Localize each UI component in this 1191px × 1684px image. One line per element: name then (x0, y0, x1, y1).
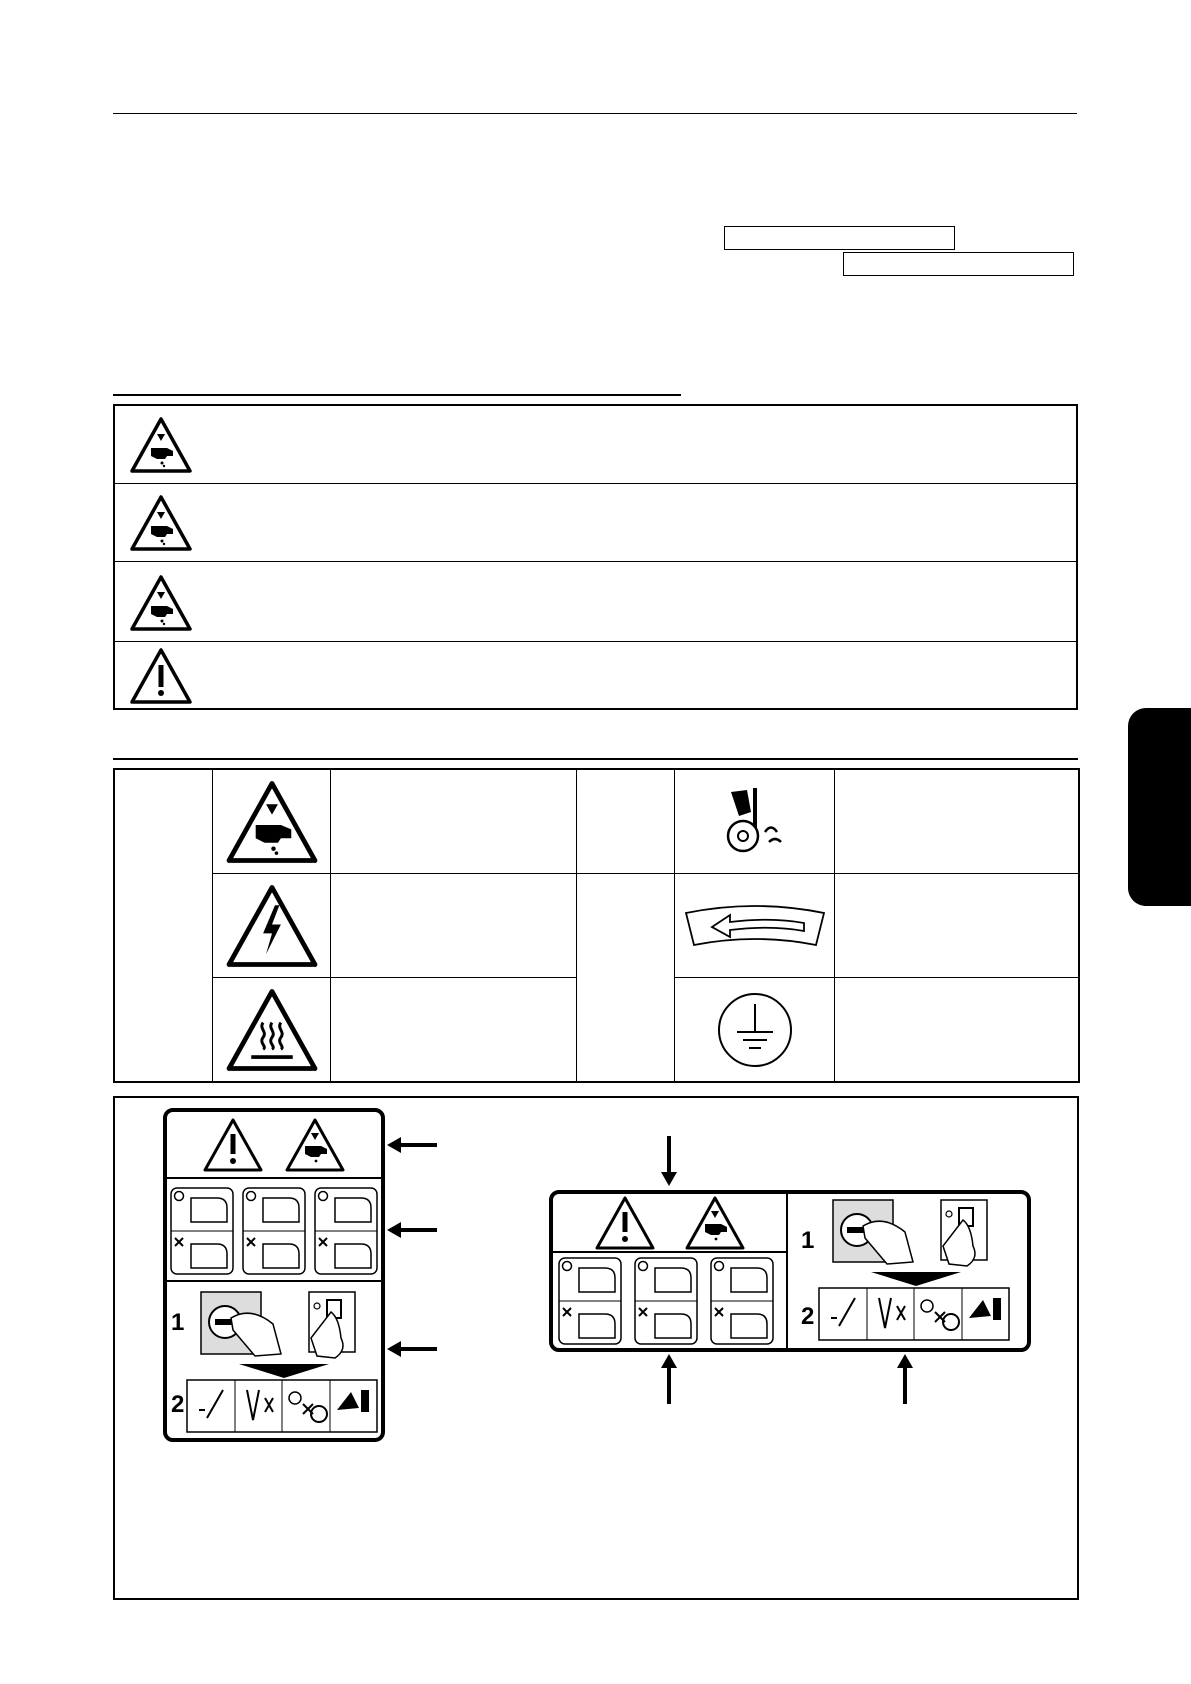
blank-field-1 (724, 226, 955, 250)
warning-section-rule (113, 394, 681, 396)
symbol-cell-hand (213, 770, 331, 874)
symbol-table (113, 768, 1080, 1083)
symbol-cell-belt (675, 770, 835, 874)
warning-labels-illustration (115, 1098, 1077, 1598)
up-arrow-2 (897, 1354, 913, 1404)
exclamation-warning-icon (129, 647, 193, 705)
rotation-direction-arrow-icon (682, 901, 828, 951)
vertical-warning-label (165, 1110, 383, 1440)
warning-row-2 (115, 484, 1076, 562)
symbol-col-label-left (115, 770, 213, 1081)
down-arrow (661, 1136, 677, 1186)
symbol-mid-col-2 (577, 874, 675, 1081)
hand-injury-icon (129, 494, 193, 552)
symbol-mid-col-1 (577, 770, 675, 874)
side-index-tab (1128, 708, 1191, 906)
symbol-desc-voltage (331, 874, 577, 978)
protective-earth-icon (715, 990, 795, 1070)
symbol-cell-voltage (213, 874, 331, 978)
symbol-desc-belt (835, 770, 1078, 874)
symbol-desc-earth (835, 978, 1078, 1081)
vertical-label-step-1: 1 (171, 1309, 185, 1336)
symbol-desc-rotation (835, 874, 1078, 978)
label-placement-panel (113, 1096, 1079, 1600)
symbol-cell-earth (675, 978, 835, 1081)
up-arrow-1 (661, 1354, 677, 1404)
warning-table (113, 404, 1078, 710)
symbol-section-rule (113, 758, 1078, 760)
blank-field-2 (843, 252, 1074, 276)
horizontal-label-step-1: 1 (801, 1227, 815, 1254)
symbol-cell-hot (213, 978, 331, 1081)
horizontal-label-step-2: 2 (801, 1303, 815, 1330)
symbol-desc-hand (331, 770, 577, 874)
header-rule (113, 113, 1077, 114)
belt-pinch-icon (715, 784, 795, 860)
left-arrow-3 (387, 1341, 437, 1357)
symbol-desc-hot (331, 978, 577, 1081)
warning-row-1 (115, 406, 1076, 484)
vertical-label-step-2: 2 (171, 1391, 185, 1418)
left-arrow-2 (387, 1222, 437, 1238)
horizontal-warning-label (551, 1192, 1029, 1350)
high-voltage-icon (224, 883, 320, 969)
hand-injury-icon (224, 779, 320, 865)
symbol-cell-rotation (675, 874, 835, 978)
hand-injury-icon (129, 574, 193, 632)
warning-row-3 (115, 562, 1076, 642)
hot-surface-icon (224, 987, 320, 1073)
hand-injury-icon (129, 416, 193, 474)
warning-row-4 (115, 642, 1076, 710)
left-arrow-1 (387, 1137, 437, 1153)
